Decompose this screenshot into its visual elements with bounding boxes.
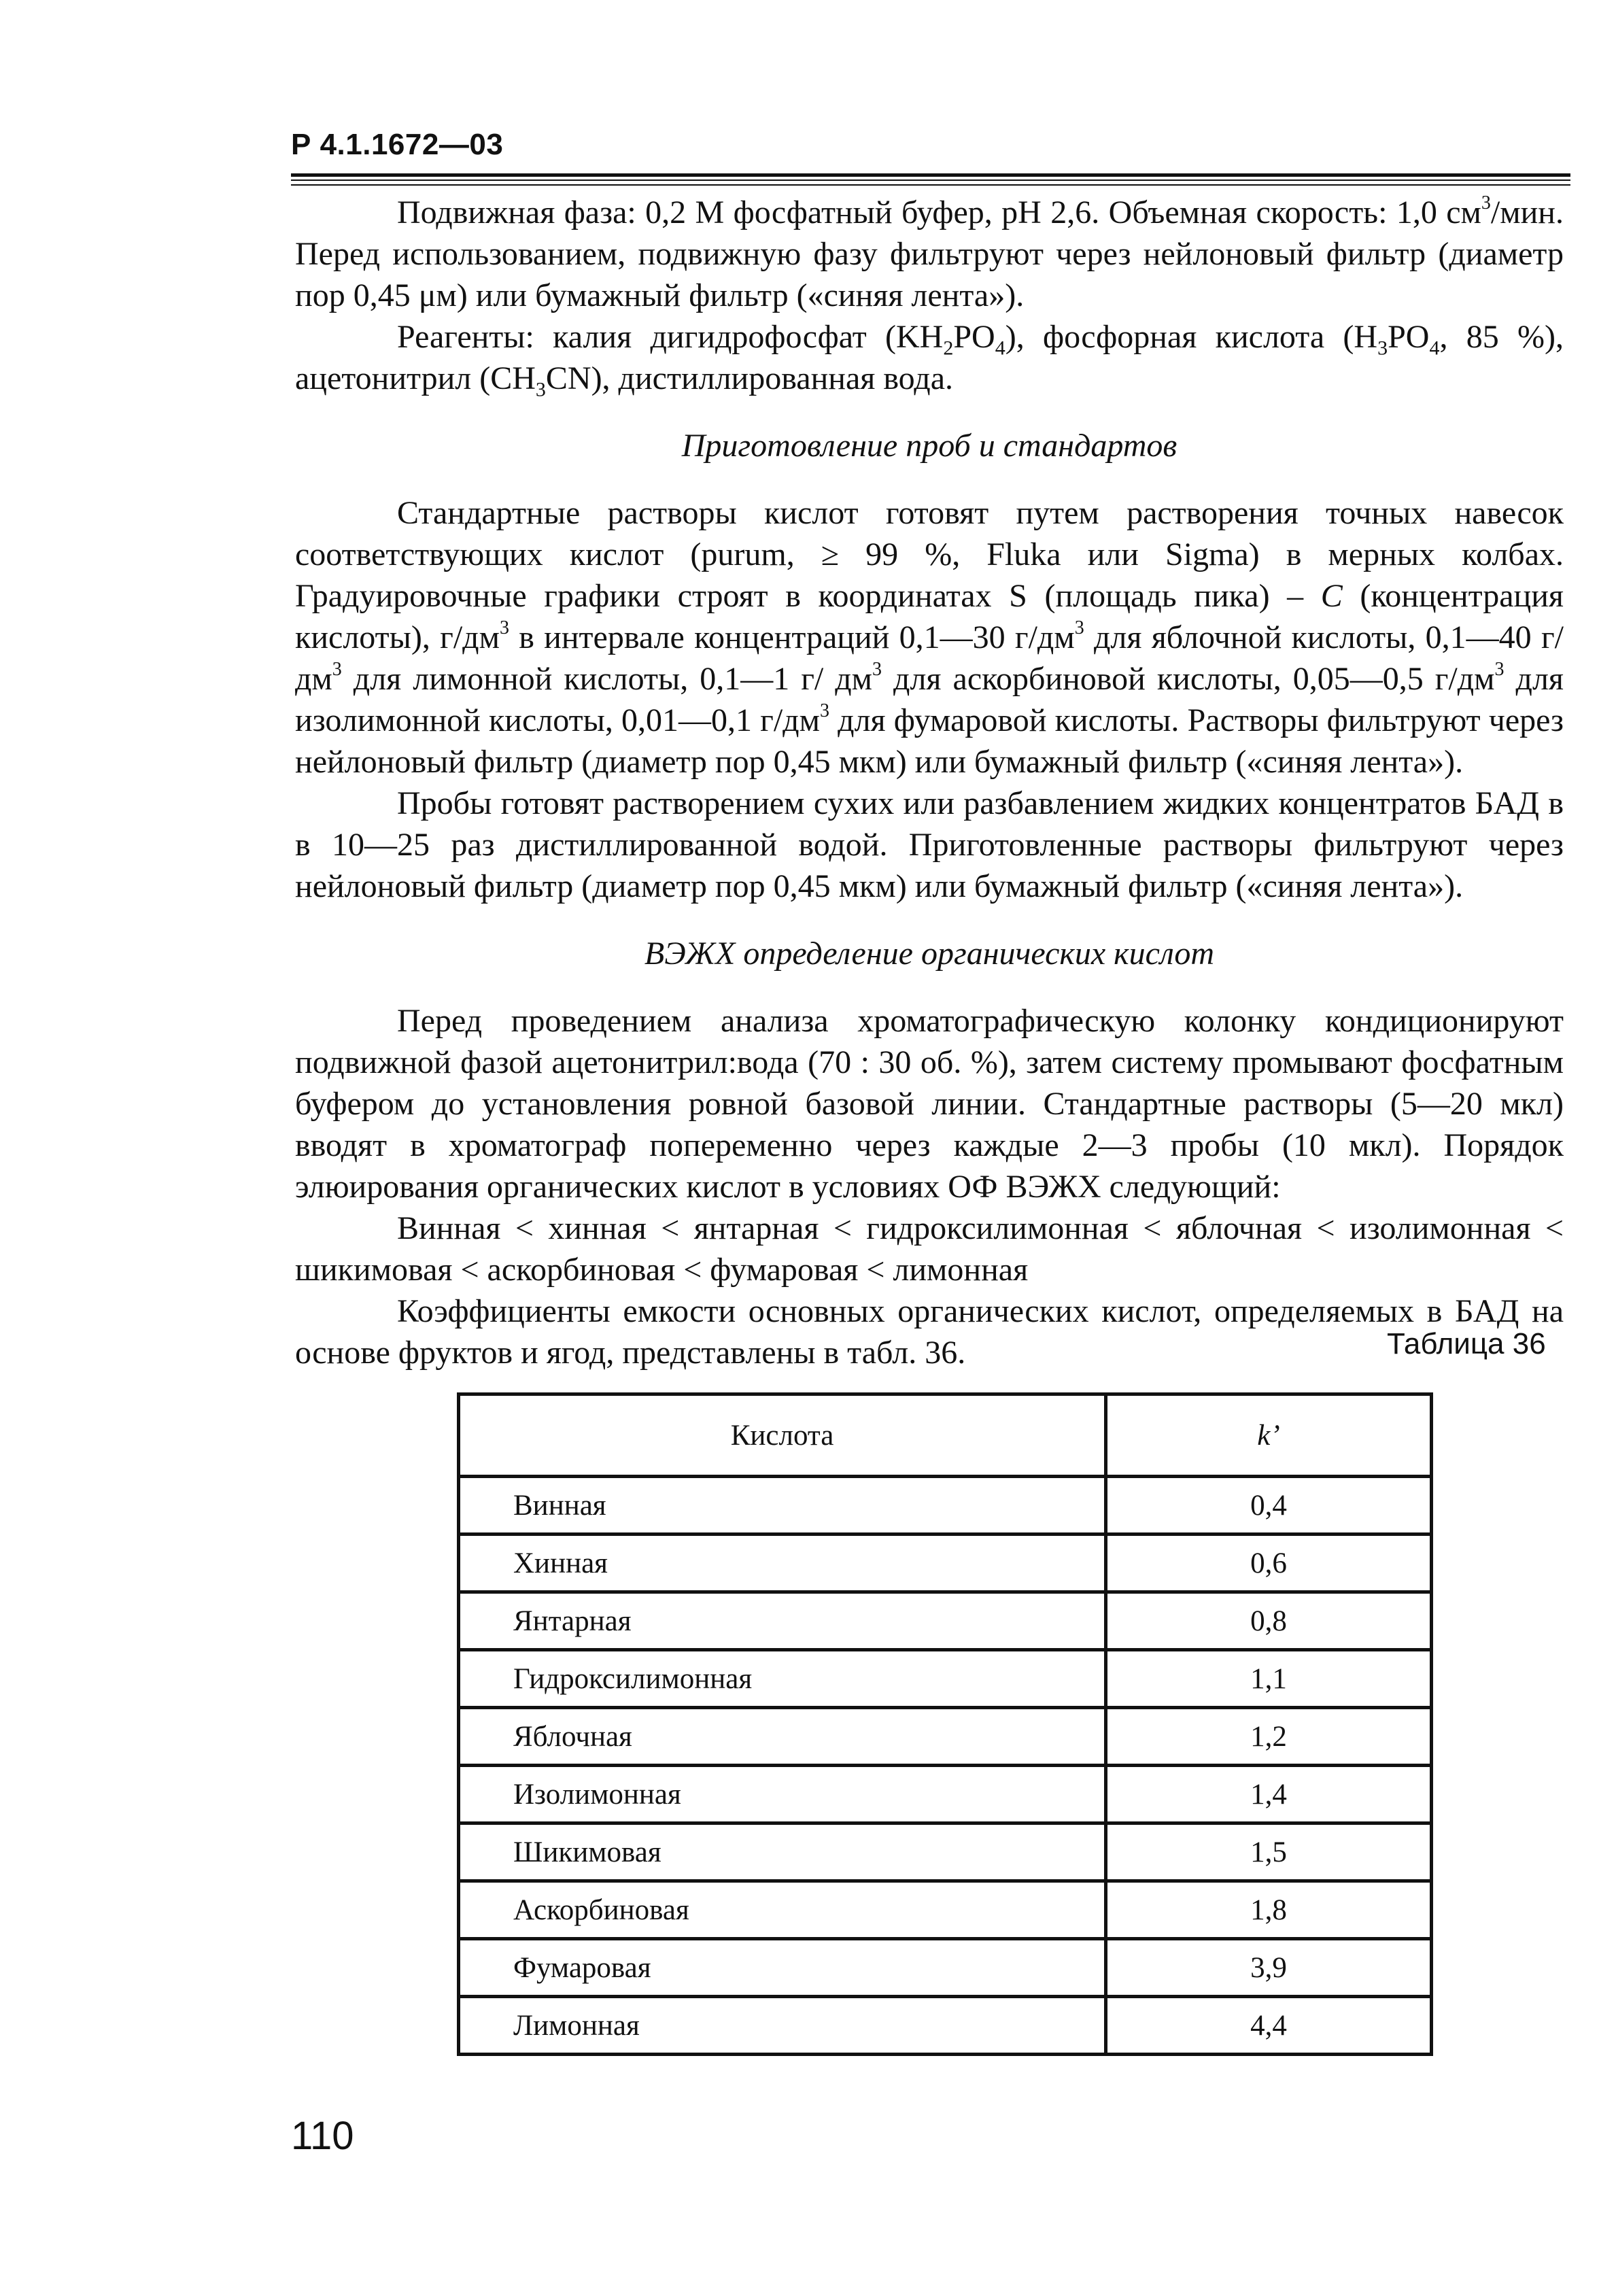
k-value: 4,4 [1106,1997,1432,2055]
table-row [459,1592,1432,1650]
k-value: 1,1 [1106,1650,1432,1708]
paragraph-hplc-procedure: Перед проведением анализа хроматографическую колонку кондиционируют подвижной фазой ацетонитрил:вода (70 : 30 об. %), затем систему промывают фосфатным буфером до установления ровной базовой линии. Стандартные растворы (5—20 мкл) вводят в хроматограф попеременно через каждые 2—3 пробы (10 мкл). Порядок элюирования органических кислот в условиях ОФ ВЭЖХ следующий: [295,1003,1564,1205]
k-value: 0,4 [1106,1477,1432,1535]
paragraph-capacity-factors: Коэффициенты емкости основных органических кислот, определяемых в БАД на основе фруктов и ягод, представлены в табл. 36. [295,1293,1564,1371]
acid-name: Яблочная [459,1708,1106,1766]
k-value: 1,5 [1106,1823,1432,1881]
page-number: 110 [291,2114,354,2158]
k-value: 1,2 [1106,1708,1432,1766]
acid-name: Лимонная [459,1997,1106,2055]
acid-name: Янтарная [459,1592,1106,1650]
header-rule-thin [291,179,1570,181]
table-row [459,1650,1432,1708]
table-row [459,1997,1432,2055]
column-header-acid: Кислота [459,1394,1106,1477]
paragraph-reagents: Реагенты: калия дигидрофосфат $(KH_2PO_4)$, фосфорная кислота ($H_3PO_4$, 85 %), ацетонитрил $(CH_3CN)$, дистиллированная вода. [295,319,1564,401]
header-rule-thin-2 [291,184,1570,186]
column-header-k: k’ [1106,1394,1432,1477]
k-value: 0,8 [1106,1592,1432,1650]
paragraph-mobile-phase: Подвижная фаза: 0,2 М фосфатный буфер, рН 2,6. Объемная скорость: 1,0 $см^3$/мин. Перед использованием, подвижную фазу фильтруют через нейлоновый фильтр (диаметр пор 0,45 μм) или бумажный фильтр («синяя лента»). [295,192,1564,313]
table-row [459,1823,1432,1881]
acid-name: Фумаровая [459,1939,1106,1997]
acid-name: Изолимонная [459,1766,1106,1823]
capacity-factor-table [457,1392,1433,2056]
acid-name: Хинная [459,1535,1106,1592]
table-row [459,1939,1432,1997]
paragraph-standards: Стандартные растворы кислот готовят путем растворения точных навесок соответствующих кислот (purum, ≥ 99 %, Fluka или Sigma) в мерных колбах. Градуировочные графики строят в координатах S (площадь пика) – C (концентрация кислоты), $г/дм^3$ в интервале концентраций 0,1—30 $г/дм^3$ для яблочной кислоты, 0,1—40 $г/дм^3$ для лимонной кислоты, 0,1—1 г/ $дм^3$ для аскорбиновой кислоты, 0,05—0,5 $г/дм^3$ для изолимонной кислоты, 0,01—0,1 $г/дм^3$ для фумаровой кислоты. Растворы фильтруют через нейлоновый фильтр (диаметр пор 0,45 мкм) или бумажный фильтр («синяя лента»). [295,495,1564,780]
k-value: 0,6 [1106,1535,1432,1592]
acid-name: Винная [459,1477,1106,1535]
table-row [459,1881,1432,1939]
acid-name: Шикимовая [459,1823,1106,1881]
section-heading-hplc: ВЭЖХ определение органических кислот [644,936,1215,972]
table-row [459,1535,1432,1592]
table-row [459,1708,1432,1766]
header-rule-thick [291,173,1570,177]
table-row [459,1766,1432,1823]
k-value: 1,4 [1106,1766,1432,1823]
k-value: 3,9 [1106,1939,1432,1997]
paragraph-samples: Пробы готовят растворением сухих или разбавлением жидких концентратов БАД в в 10—25 раз дистиллированной водой. Приготовленные растворы фильтруют через нейлоновый фильтр (диаметр пор 0,45 мкм) или бумажный фильтр («синяя лента»). [295,785,1564,904]
table-header-row [459,1394,1432,1477]
acid-name: Аскорбиновая [459,1881,1106,1939]
table-row [459,1477,1432,1535]
section-heading-sample-prep: Приготовление проб и стандартов [681,428,1177,464]
k-value: 1,8 [1106,1881,1432,1939]
paragraph-elution-order: Винная < хинная < янтарная < гидроксилимонная < яблочная < изолимонная < шикимовая < аскорбиновая < фумаровая < лимонная [295,1210,1564,1288]
acid-name: Гидроксилимонная [459,1650,1106,1708]
table-caption: Таблица 36 [1387,1327,1546,1360]
document-code: Р 4.1.1672—03 [291,128,504,161]
page-body [295,192,1564,1373]
